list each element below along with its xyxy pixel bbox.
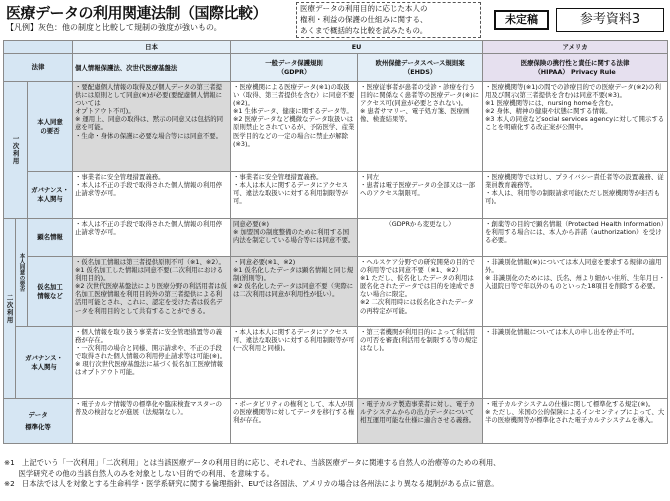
law-gdpr-line: （GDPR）: [277, 67, 311, 76]
governance-line: ガバナンス・: [31, 186, 69, 194]
cell-line: ・本人は不正の手段で取得された個人情報の利用停止請求等が可。: [75, 181, 223, 198]
cell-line: ※2 次世代医療基盤法により医療分野の利活用者は仮名加工医療情報を利用目的外の第三者提供による利活用可能とされ、これに、認定を受けた者は仮名データを利用目的として共有することができる。: [75, 282, 228, 315]
secondary-pseudo-gdpr: [231, 257, 358, 327]
law-ehds-line: （EHDS）: [403, 67, 437, 76]
governance-label: [28, 172, 73, 219]
cell-line: ・電子カルテ情報等の標準化や臨床検査マスターの普及の検討などが進展（法規制なし）。: [75, 400, 223, 417]
primary-governance-us: [483, 172, 668, 219]
primary-consent-us: [483, 82, 668, 172]
cell-line: ※1 仮名化したデータは顕名情報と同じ規制(罰則等)。: [233, 266, 354, 283]
standardization-japan: [73, 399, 231, 444]
secondary-named-japan: [73, 219, 231, 257]
footnote-line: ※1 上記でいう「一次利用」「二次利用」とは当該医療データの利用目的に応じ、それぞれ、当該医療データに関連する自然人の治療等のための利用、: [4, 458, 501, 467]
cell-line: （GDPRから変更なし）: [385, 220, 455, 228]
cell-line: ・医療従事者が患者の受診・診療を行う目的に関係なく患者等の医療データ(※)にアクセス可(同意が必要とされない)。: [360, 83, 480, 108]
governance-line: 本人関与: [37, 195, 63, 203]
standardization-label: [4, 399, 73, 444]
cell-line: ※ 運用上、同意の取得は、黙示の同意又は包括的同意を可能。: [75, 115, 224, 132]
cell-line: ・第三者機関が利用目的によって利活用の可否を審査(利活用を制限する等の規定はなし)。: [360, 328, 478, 353]
footnotes: [4, 458, 668, 490]
scope-note-line: 権利・利益の保護の仕組みに関する、: [300, 15, 428, 24]
draft-badge: 未定稿: [494, 10, 549, 30]
secondary-governance-ehds: [358, 327, 483, 399]
primary-consent-ehds: [358, 82, 483, 172]
standardization-line: データ: [28, 411, 48, 419]
secondary-pseudo-ehds: [358, 257, 483, 327]
cell-line: ・仮名加工情報は第三者提供原則不可（※1、※2）。: [75, 258, 225, 266]
cell-line: ・医療機関による医療データ(※1)の取扱い（取得、第三者提供を含む）に同意不要(※2)。: [233, 83, 355, 108]
governance-line: 本人関与: [31, 362, 57, 371]
footnote-line: ※2 日本法では人を対象とする生命科学・医学系研究に関する倫理指針、EUでは各国法、アメリカの場合は各州法により異なる規制がある点に留意。: [4, 479, 499, 488]
law-ehds: [358, 54, 483, 82]
cell-line: ・本人は本人に関するデータにアクセス可、違法な取扱いに対する利用制限等が可(一次利用と同様)。: [233, 328, 355, 353]
cell-line: ・医療機関等では対し、プライバシー責任者等の設置義務、従業員教育義務等。: [485, 173, 664, 190]
cell-line: ※ 現行次世代医療基盤法に基づく仮名加工医療情報はオプトアウト可能。: [75, 360, 224, 377]
primary-governance-japan: [73, 172, 231, 219]
pseudonym-line: 仮名加工: [37, 282, 63, 291]
cell-line: ・生命・身体の保護に必要な場合等には同意不要。: [75, 131, 223, 140]
cell-line: ※3 本人の同意などsocial services agencyに対して開示することを明確化する改正案が公開中。: [485, 115, 665, 132]
cell-line: ・ポータビリティの権利として、本人が別の医療機関等に対してデータを移行する権利が存在。: [233, 400, 355, 425]
cell-line: ※1 生体データ、健康に関するデータ等。: [233, 107, 353, 116]
cell-line: オプトアウト不可)。: [75, 107, 135, 116]
cell-line: ・電子カルテシステムの仕様に関して標準化する規定(※)。: [485, 400, 655, 408]
cell-line: ・一次利用の場合と同様、開示請求や、不正の手段で取得された個人情報の利用停止請求等は可能(※)。: [75, 344, 226, 361]
cell-line: ・要配慮個人情報の取得及び個人データの第三者提供には原則として同意(※)が必要(要配慮個人情報については: [75, 83, 223, 108]
cell-line: ※ ただし、米国の公的保険によるインセンティブによって、大半の医療機関等が標準化された電子カルテシステムを導入。: [485, 408, 665, 425]
cell-line: ・同意必要(※1、※2): [233, 258, 296, 266]
primary-consent-gdpr: [231, 82, 358, 172]
cell-line: ・患者は電子医療データの全部又は一部へのアクセス制限可。: [360, 181, 476, 198]
secondary-governance-gdpr: [231, 327, 358, 399]
cell-line: ※2 二次利用時には仮名化されたデータの再特定が可能。: [360, 298, 474, 315]
secondary-named-us: [483, 219, 668, 257]
secondary-named-gdpr: [231, 219, 358, 257]
secondary-governance-us: [483, 327, 668, 399]
law-japan: 個人情報保護法、次世代医療基盤法: [73, 54, 231, 82]
cell-line: ・ヘルスケア分野での研究開発の目的での利用等では同意不要（※1、※2）: [360, 258, 475, 275]
law-gdpr: [231, 54, 358, 82]
law-gdpr-line: 一般データ保護規則: [265, 58, 323, 67]
secondary-named-ehds: [358, 219, 483, 257]
scope-note-line: 医療データの利用目的に応じた本人の: [300, 4, 428, 13]
cell-line: ※1 仮名加工した情報は同意不要(二次利用における利用目的)。: [75, 266, 224, 283]
secondary-consent-label: 本人同意の要否: [16, 219, 28, 327]
secondary-use-label: 二次利用: [4, 219, 16, 399]
named-info-label: 顕名情報: [28, 219, 73, 257]
cell-line: ※ 非識別化のためには、氏名、州より細かい住所、生年月日・入退院日等で年以外のものといった18項目を削除する必要。: [485, 274, 665, 291]
cell-line: ・個人情報を取り扱う事業者に安全管理措置等の義務が存在。: [75, 328, 223, 345]
cell-line: ・本人は、利用等の制限請求可能(ただし医療機関等が拒否も可)。: [485, 189, 661, 206]
standardization-gdpr: [231, 399, 358, 444]
secondary-governance-japan: [73, 327, 231, 399]
standardization-us: [483, 399, 668, 444]
scope-note-line: あくまで概括的な比較を試みたもの。: [300, 26, 428, 35]
cell-line: ※1 医療機関等には、nursing homeを含む。: [485, 99, 618, 108]
scope-note: [296, 2, 481, 38]
primary-consent-japan: [73, 82, 231, 172]
reference-badge: 参考資料3: [556, 8, 664, 32]
law-ehds-line: 欧州保健データスペース規則案: [375, 58, 465, 67]
primary-governance-ehds: [358, 172, 483, 219]
cell-line: ・本人は本人に関するデータにアクセス可、違法な取扱いに対する利用制限等が可。: [233, 181, 349, 206]
law-us: [483, 54, 668, 82]
cell-line: ・非識別化情報については本人の申し出を停止不可。: [485, 328, 639, 336]
law-row-label: 法律: [4, 54, 73, 82]
consent-need-label: [28, 82, 73, 172]
cell-line: ・医療機関等(※1)の間での診療目的での医療データ(※2)の利用及び開示(第三者提供を含む)は同意不要(※3)。: [485, 83, 661, 100]
column-header-japan: 日本: [73, 41, 231, 54]
law-us-line: （HIPAA） Privacy Rule: [534, 67, 616, 76]
standardization-ehds: [358, 399, 483, 444]
cell-line: ※ 患者サマリー、電子処方箋、医療画像、検査結果等。: [360, 107, 470, 124]
legend-text: 【凡例】灰色：他の制度と比較して規制の強度が強いもの。: [6, 23, 222, 32]
consent-need-line: の要否: [40, 126, 60, 135]
cell-line: ・事業者に安全管理措置義務。: [233, 173, 323, 181]
column-header-eu: EU: [231, 41, 483, 54]
cell-line: ※2 身体、精神の健康や状態に関する情報。: [485, 107, 612, 116]
primary-governance-gdpr: [231, 172, 358, 219]
cell-line: ※2 医療データなど機微なデータ取扱いは原則禁止とされているが、予防医学、産業医学目的などの一定の場合に禁止が解除(※3)。: [233, 115, 355, 148]
cell-line: ・同左: [360, 173, 380, 181]
cell-line: ・本人は不正の手段で取得された個人情報の利用停止請求等が可。: [75, 220, 223, 237]
primary-use-label: 一次利用: [4, 82, 28, 219]
cell-line: ・事業者に安全管理措置義務。: [75, 173, 165, 181]
cell-line: ・非識別化情報(※)については本人同意を要求する規律の適用外。: [485, 258, 662, 275]
corner-cell: [4, 41, 73, 54]
governance-label-2: [16, 327, 73, 399]
pseudonym-label: [28, 257, 73, 327]
standardization-line: 標準化等: [25, 423, 51, 431]
law-us-line: 医療保険の携行性と責任に関する法律: [520, 58, 630, 67]
cell-line: ・創薬等の目的で顕名情報（Protected Health Information）を利用する場合には、本人から許諾（authorization）を受ける必要。: [485, 220, 664, 245]
cell-line: ※1 ただし、仮名化したデータの利用は匿名化されたデータでは目的を達成できない場合に限定。: [360, 274, 476, 299]
cell-line: ※ 加盟国の制度整備のために利用する国内法を制定している場合等には同意不要。: [233, 228, 355, 245]
cell-line: ・電子カルテ製造事業者に対し、電子カルテシステムからの出力データについて相互運用可能な仕様に適合させる義務。: [360, 400, 476, 425]
page-title: 医療データの利用関連法制（国際比較）: [6, 4, 268, 22]
consent-need-line: 本人同意: [37, 117, 63, 126]
cell-line: ※2 仮名化したデータは同意不要（実際には二次利用は同意が利用性が低い）。: [233, 282, 354, 299]
comparison-table: [3, 40, 668, 444]
secondary-pseudo-japan: [73, 257, 231, 327]
footnote-line: 医学研究その他の当該自然人のみを対象としない目的での利用、を意味する。: [4, 468, 274, 478]
secondary-pseudo-us: [483, 257, 668, 327]
governance-line: ガバナンス・: [25, 353, 63, 362]
pseudonym-line: 情報など: [37, 291, 63, 300]
column-header-us: アメリカ: [483, 41, 668, 54]
cell-line: 同意必要(※): [233, 220, 269, 228]
